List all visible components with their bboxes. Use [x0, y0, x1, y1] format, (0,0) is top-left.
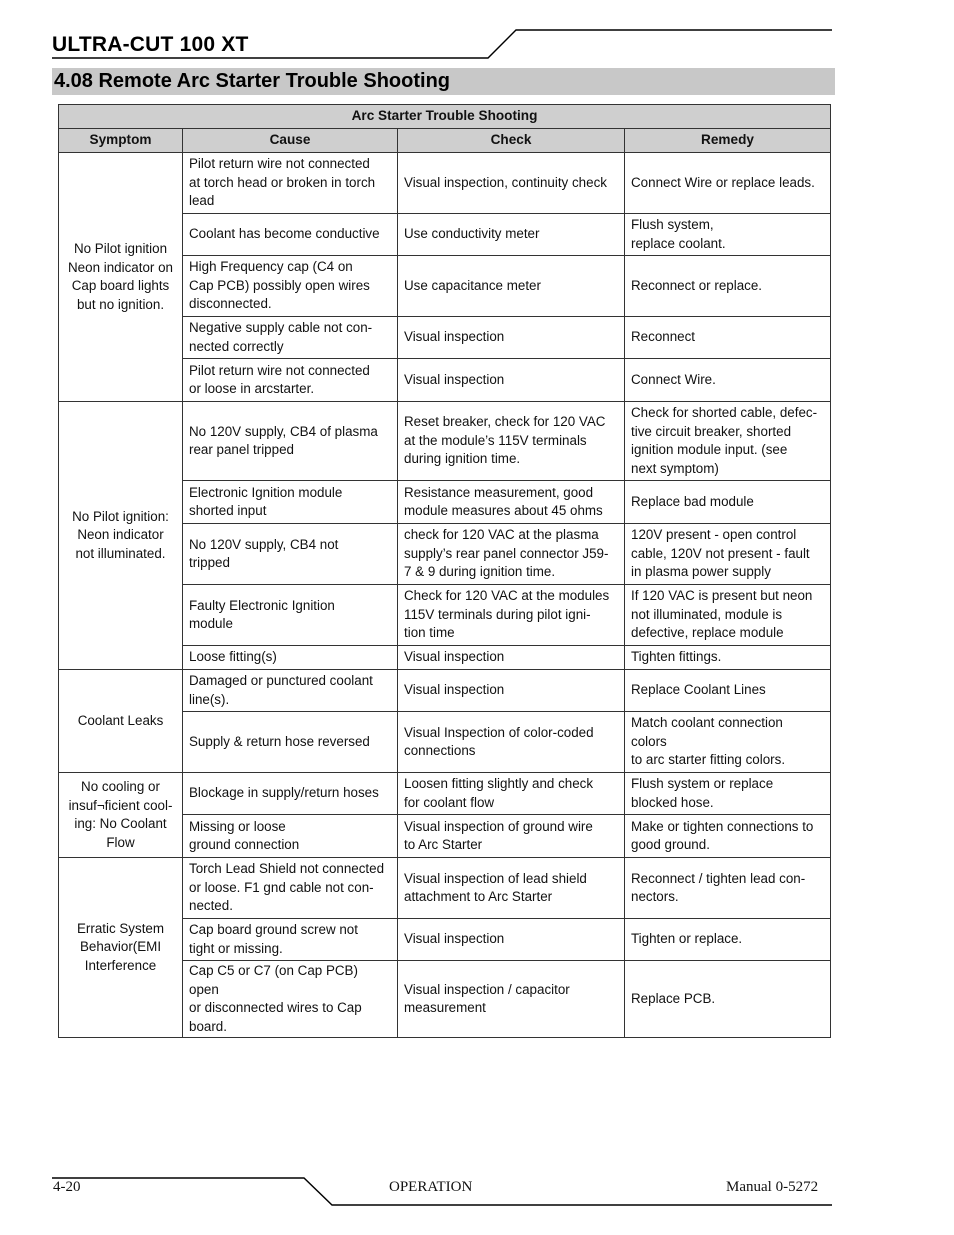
text-line: No 120V supply, CB4 not [189, 536, 339, 552]
text-line: Pilot return wire not connected [189, 362, 370, 378]
text-line: in plasma power supply [631, 564, 771, 580]
text-line: Use conductivity meter [404, 226, 540, 242]
text-line: 120V present - open control [631, 527, 797, 543]
text-line: at torch head or broken in torch [189, 174, 376, 190]
cause-cell [183, 481, 398, 524]
text-line: tion time [404, 625, 455, 641]
footer-section-name: OPERATION [389, 1179, 473, 1195]
text-line: Cap board ground screw not [189, 922, 358, 937]
text-line: Visual inspection [404, 329, 505, 345]
check-cell [398, 153, 625, 214]
check-cell [398, 670, 625, 712]
remedy-cell [625, 773, 831, 815]
text-line: High Frequency cap (C4 on [189, 259, 353, 275]
text-line: tive circuit breaker, shorted [631, 423, 792, 439]
remedy-cell [625, 670, 831, 712]
check-cell [398, 773, 625, 815]
check-cell [398, 585, 625, 646]
text-line: or loose in arcstarter. [189, 381, 315, 396]
text-line: nected. [189, 898, 233, 914]
page-number: 4-20 [53, 1179, 81, 1195]
text-line: Tighten or replace. [631, 931, 743, 947]
symptom-cell [59, 858, 183, 1038]
text-line: rear panel tripped [189, 442, 294, 457]
text-line: Replace Coolant Lines [631, 682, 766, 698]
text-line: tight or missing. [189, 940, 283, 956]
column-header-row [59, 129, 831, 153]
remedy-cell [625, 919, 831, 961]
remedy-cell [625, 961, 831, 1038]
text-line: Behavior(EMI [79, 939, 162, 955]
text-line: check for 120 VAC at the plasma [404, 527, 599, 543]
text-line: 7 & 9 during ignition time. [404, 564, 556, 580]
text-line: Pilot return wire not connected [189, 156, 370, 172]
text-line: Reset breaker, check for 120 VAC [404, 414, 606, 430]
text-line: Visual inspection of ground wire [404, 818, 593, 834]
symptom-cell [59, 153, 183, 402]
text-line: or loose. F1 gnd cable not con- [189, 879, 374, 895]
text-line: at the module’s 115V terminals [404, 432, 587, 448]
remedy-cell [625, 712, 831, 773]
remedy-cell [625, 815, 831, 858]
text-line: line(s). [189, 691, 230, 707]
cause-cell [183, 256, 398, 317]
product-title: ULTRA-CUT 100 XT [52, 33, 249, 56]
text-line: replace coolant. [631, 235, 726, 251]
check-cell [398, 646, 625, 670]
text-line: Coolant has become conductive [189, 226, 380, 242]
cause-cell [183, 402, 398, 481]
table-body [59, 153, 831, 1038]
table-row [59, 402, 831, 481]
remedy-cell [625, 402, 831, 481]
text-line: defective, replace module [631, 625, 784, 641]
text-line: nected correctly [189, 338, 284, 354]
cause-cell [183, 646, 398, 670]
text-line: Neon indicator [77, 527, 164, 543]
text-line: ground connection [189, 837, 300, 852]
text-line: Visual inspection [404, 371, 505, 387]
text-line: Match coolant connection [631, 715, 783, 731]
cause-cell [183, 919, 398, 961]
text-line: Blockage in supply/return hoses [189, 785, 379, 801]
text-line: Reconnect or replace. [631, 277, 763, 293]
remedy-cell [625, 317, 831, 359]
text-line: ignition module input. (see [631, 442, 788, 457]
text-line: Faulty Electronic Ignition [189, 597, 335, 613]
text-line: Visual inspection [404, 649, 505, 665]
text-line: Reconnect / tighten lead con- [631, 870, 806, 886]
remedy-cell [625, 359, 831, 402]
cause-cell [183, 815, 398, 858]
text-line: to Arc Starter [404, 837, 483, 852]
text-line: not illuminated, module is [631, 606, 783, 622]
check-cell [398, 402, 625, 481]
check-cell [398, 481, 625, 524]
remedy-cell [625, 214, 831, 256]
text-line: Visual inspection [404, 682, 505, 698]
text-line: Electronic Ignition module [189, 484, 343, 500]
remedy-cell [625, 858, 831, 919]
text-line: lead [189, 193, 215, 209]
cause-cell [183, 317, 398, 359]
text-line: insuf¬ficient cool- [68, 797, 173, 813]
text-line: Visual Inspection of color-coded [404, 724, 594, 740]
text-line: but no ignition. [76, 296, 165, 312]
text-line: board. [189, 1018, 227, 1034]
check-cell [398, 712, 625, 773]
text-line: cable, 120V not present - fault [631, 545, 810, 561]
text-line: Visual inspection / capacitor [404, 981, 570, 997]
check-cell [398, 961, 625, 1038]
text-line: or disconnected wires to Cap [189, 1000, 362, 1015]
text-line: measurement [404, 1000, 486, 1015]
text-line: Flow [106, 834, 135, 850]
check-cell [398, 815, 625, 858]
column-header-check: Check [398, 129, 625, 153]
text-line: No Pilot ignition [73, 241, 168, 256]
cause-cell [183, 773, 398, 815]
text-line: Connect Wire. [631, 371, 716, 387]
table-row [59, 773, 831, 815]
text-line: good ground. [631, 837, 710, 852]
text-line: Replace PCB. [631, 990, 716, 1006]
text-line: Negative supply cable not con- [189, 320, 373, 335]
text-line: supply’s rear panel connector J59- [404, 545, 609, 561]
text-line: ing: No Coolant [74, 816, 167, 831]
text-line: Visual inspection of lead shield [404, 870, 587, 886]
cause-cell [183, 585, 398, 646]
text-line: nectors. [631, 889, 679, 904]
text-line: Replace bad module [631, 493, 754, 509]
cause-cell [183, 214, 398, 256]
remedy-cell [625, 646, 831, 670]
table-row [59, 858, 831, 919]
text-line: Cap C5 or C7 (on Cap PCB) open [189, 963, 358, 997]
text-line: Loose fitting(s) [189, 649, 277, 665]
manual-number: Manual 0-5272 [726, 1179, 819, 1195]
table-row [59, 153, 831, 214]
cause-cell [183, 524, 398, 585]
text-line: If 120 VAC is present but neon [631, 588, 813, 604]
text-line: No 120V supply, CB4 of plasma [189, 423, 378, 439]
remedy-cell [625, 153, 831, 214]
cause-cell [183, 712, 398, 773]
remedy-cell [625, 256, 831, 317]
text-line: colors [631, 733, 667, 749]
cause-cell [183, 359, 398, 402]
remedy-cell [625, 481, 831, 524]
check-cell [398, 317, 625, 359]
text-line: Torch Lead Shield not connected [189, 861, 385, 877]
text-line: Make or tighten connections to [631, 818, 814, 834]
section-title: 4.08 Remote Arc Starter Trouble Shooting [54, 70, 451, 92]
trouble-shooting-table [58, 104, 831, 1038]
text-line: No Pilot ignition: [72, 508, 169, 524]
check-cell [398, 858, 625, 919]
text-line: shorted input [189, 503, 267, 518]
column-header-remedy: Remedy [625, 129, 831, 153]
table-row [59, 670, 831, 712]
text-line: during ignition time. [404, 451, 521, 467]
text-line: Flush system, [631, 217, 714, 232]
text-line: module measures about 45 ohms [404, 503, 603, 518]
check-cell [398, 256, 625, 317]
text-line: attachment to Arc Starter [404, 889, 553, 904]
text-line: to arc starter fitting colors. [631, 752, 786, 768]
text-line: for coolant flow [404, 794, 495, 810]
text-line: Flush system or replace [631, 776, 774, 791]
text-line: Connect Wire or replace leads. [631, 174, 815, 190]
text-line: Resistance measurement, good [404, 484, 594, 500]
text-line: Coolant Leaks [77, 712, 164, 728]
text-line: Cap board lights [71, 278, 170, 293]
check-cell [398, 524, 625, 585]
text-line: Erratic System [76, 920, 165, 936]
column-header-cause: Cause [183, 129, 398, 153]
text-line: next symptom) [631, 460, 719, 476]
text-line: No cooling or [81, 779, 160, 794]
text-line: Damaged or punctured coolant [189, 673, 373, 688]
remedy-cell [625, 585, 831, 646]
text-line: Neon indicator on [68, 259, 173, 275]
text-line: connections [404, 743, 476, 758]
column-header-symptom: Symptom [59, 129, 183, 153]
text-line: Supply & return hose reversed [189, 733, 370, 749]
text-line: Loosen fitting slightly and check [404, 776, 594, 791]
text-line: disconnected. [189, 296, 272, 312]
text-line: module [189, 616, 233, 631]
text-line: Reconnect [631, 329, 696, 345]
check-cell [398, 919, 625, 961]
text-line: not illuminated. [75, 545, 166, 561]
text-line: Cap PCB) possibly open wires [189, 277, 370, 293]
cause-cell [183, 961, 398, 1038]
text-line: blocked hose. [631, 794, 714, 810]
text-line: Check for shorted cable, defec- [631, 405, 818, 420]
cause-cell [183, 153, 398, 214]
table-caption: Arc Starter Trouble Shooting [59, 105, 831, 129]
symptom-cell [59, 402, 183, 670]
cause-cell [183, 670, 398, 712]
text-line: 115V terminals during pilot igni- [404, 606, 591, 622]
text-line: tripped [189, 555, 230, 570]
check-cell [398, 214, 625, 256]
symptom-cell [59, 670, 183, 773]
remedy-cell [625, 524, 831, 585]
text-line: Visual inspection, continuity check [404, 174, 607, 190]
text-line: Interference [84, 957, 157, 973]
symptom-cell [59, 773, 183, 858]
text-line: Tighten fittings. [631, 649, 722, 665]
text-line: Missing or loose [189, 818, 286, 834]
text-line: Check for 120 VAC at the modules [404, 588, 610, 604]
check-cell [398, 359, 625, 402]
cause-cell [183, 858, 398, 919]
text-line: Use capacitance meter [404, 277, 541, 293]
text-line: Visual inspection [404, 931, 505, 947]
